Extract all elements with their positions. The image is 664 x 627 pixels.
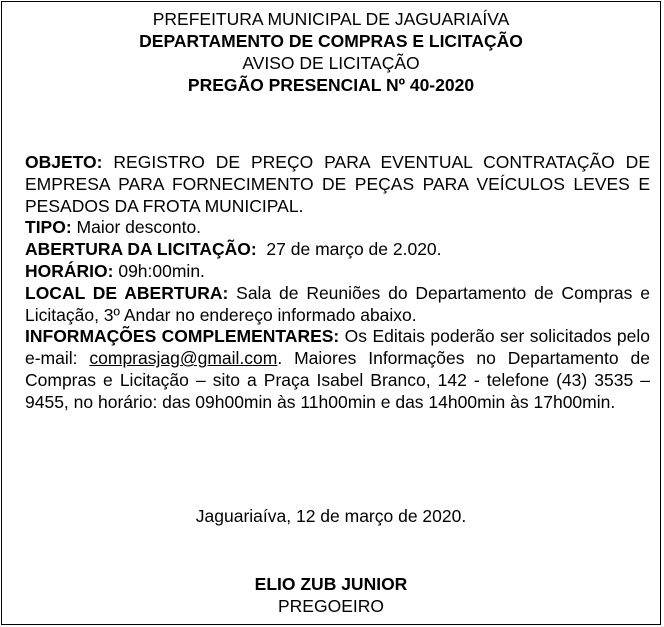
tipo-paragraph [25, 217, 650, 239]
email-link[interactable]: comprasjag@gmail.com [89, 348, 278, 369]
informacoes-text-after: . Maiores Informações no Departamento de Compras e Licitação – sito a Praça Isabel Branco, 142 - telefone (43) 3535 – 9455, no horário: das 09h00min às 11h00min e das 14h00min às 17h00min. [25, 348, 650, 412]
abertura-label: ABERTURA DA LICITAÇÃO: [25, 239, 257, 260]
tipo-label: TIPO: [25, 217, 72, 238]
objeto-text: REGISTRO DE PREÇO PARA EVENTUAL CONTRATAÇÃO DE EMPRESA PARA FORNECIMENTO DE PEÇAS PARA VEÍCULOS LEVES E PESADOS DA FROTA MUNICIPAL. [25, 152, 650, 216]
abertura-text: 27 de março de 2.020. [256, 239, 442, 260]
abertura-paragraph [25, 239, 650, 261]
notice-header [2, 8, 660, 96]
horario-text: 09h:00min. [113, 260, 205, 281]
local-text: Sala de Reuniões do Departamento de Compras e Licitação, 3º Andar no endereço informado abaixo. [25, 282, 650, 325]
objeto-paragraph [25, 152, 650, 217]
signatory-role: PREGOEIRO [278, 596, 384, 616]
signatory-name: ELIO ZUB JUNIOR [254, 574, 408, 594]
horario-paragraph [25, 261, 650, 283]
municipality-title: PREFEITURA MUNICIPAL DE JAGUARIAÍVA [152, 9, 510, 29]
department-title: DEPARTAMENTO DE COMPRAS E LICITAÇÃO [139, 31, 523, 51]
notice-frame [1, 1, 661, 625]
auction-number: PREGÃO PRESENCIAL Nº 40-2020 [187, 75, 475, 95]
notice-body [25, 152, 650, 414]
horario-label: HORÁRIO: [25, 260, 114, 281]
local-paragraph [25, 283, 650, 327]
dateline: Jaguariaíva, 12 de março de 2020. [195, 506, 467, 526]
objeto-label: OBJETO: [25, 152, 103, 172]
tipo-text: Maior desconto. [71, 217, 202, 238]
local-label: LOCAL DE ABERTURA: [25, 282, 229, 303]
informacoes-text-before: Os Editais poderão ser solicitados pelo e-mail: [25, 326, 651, 369]
informacoes-paragraph [25, 326, 650, 413]
notice-type: AVISO DE LICITAÇÃO [242, 53, 420, 73]
informacoes-label: INFORMAÇÕES COMPLEMENTARES: [25, 326, 340, 347]
signature-block [2, 573, 660, 617]
